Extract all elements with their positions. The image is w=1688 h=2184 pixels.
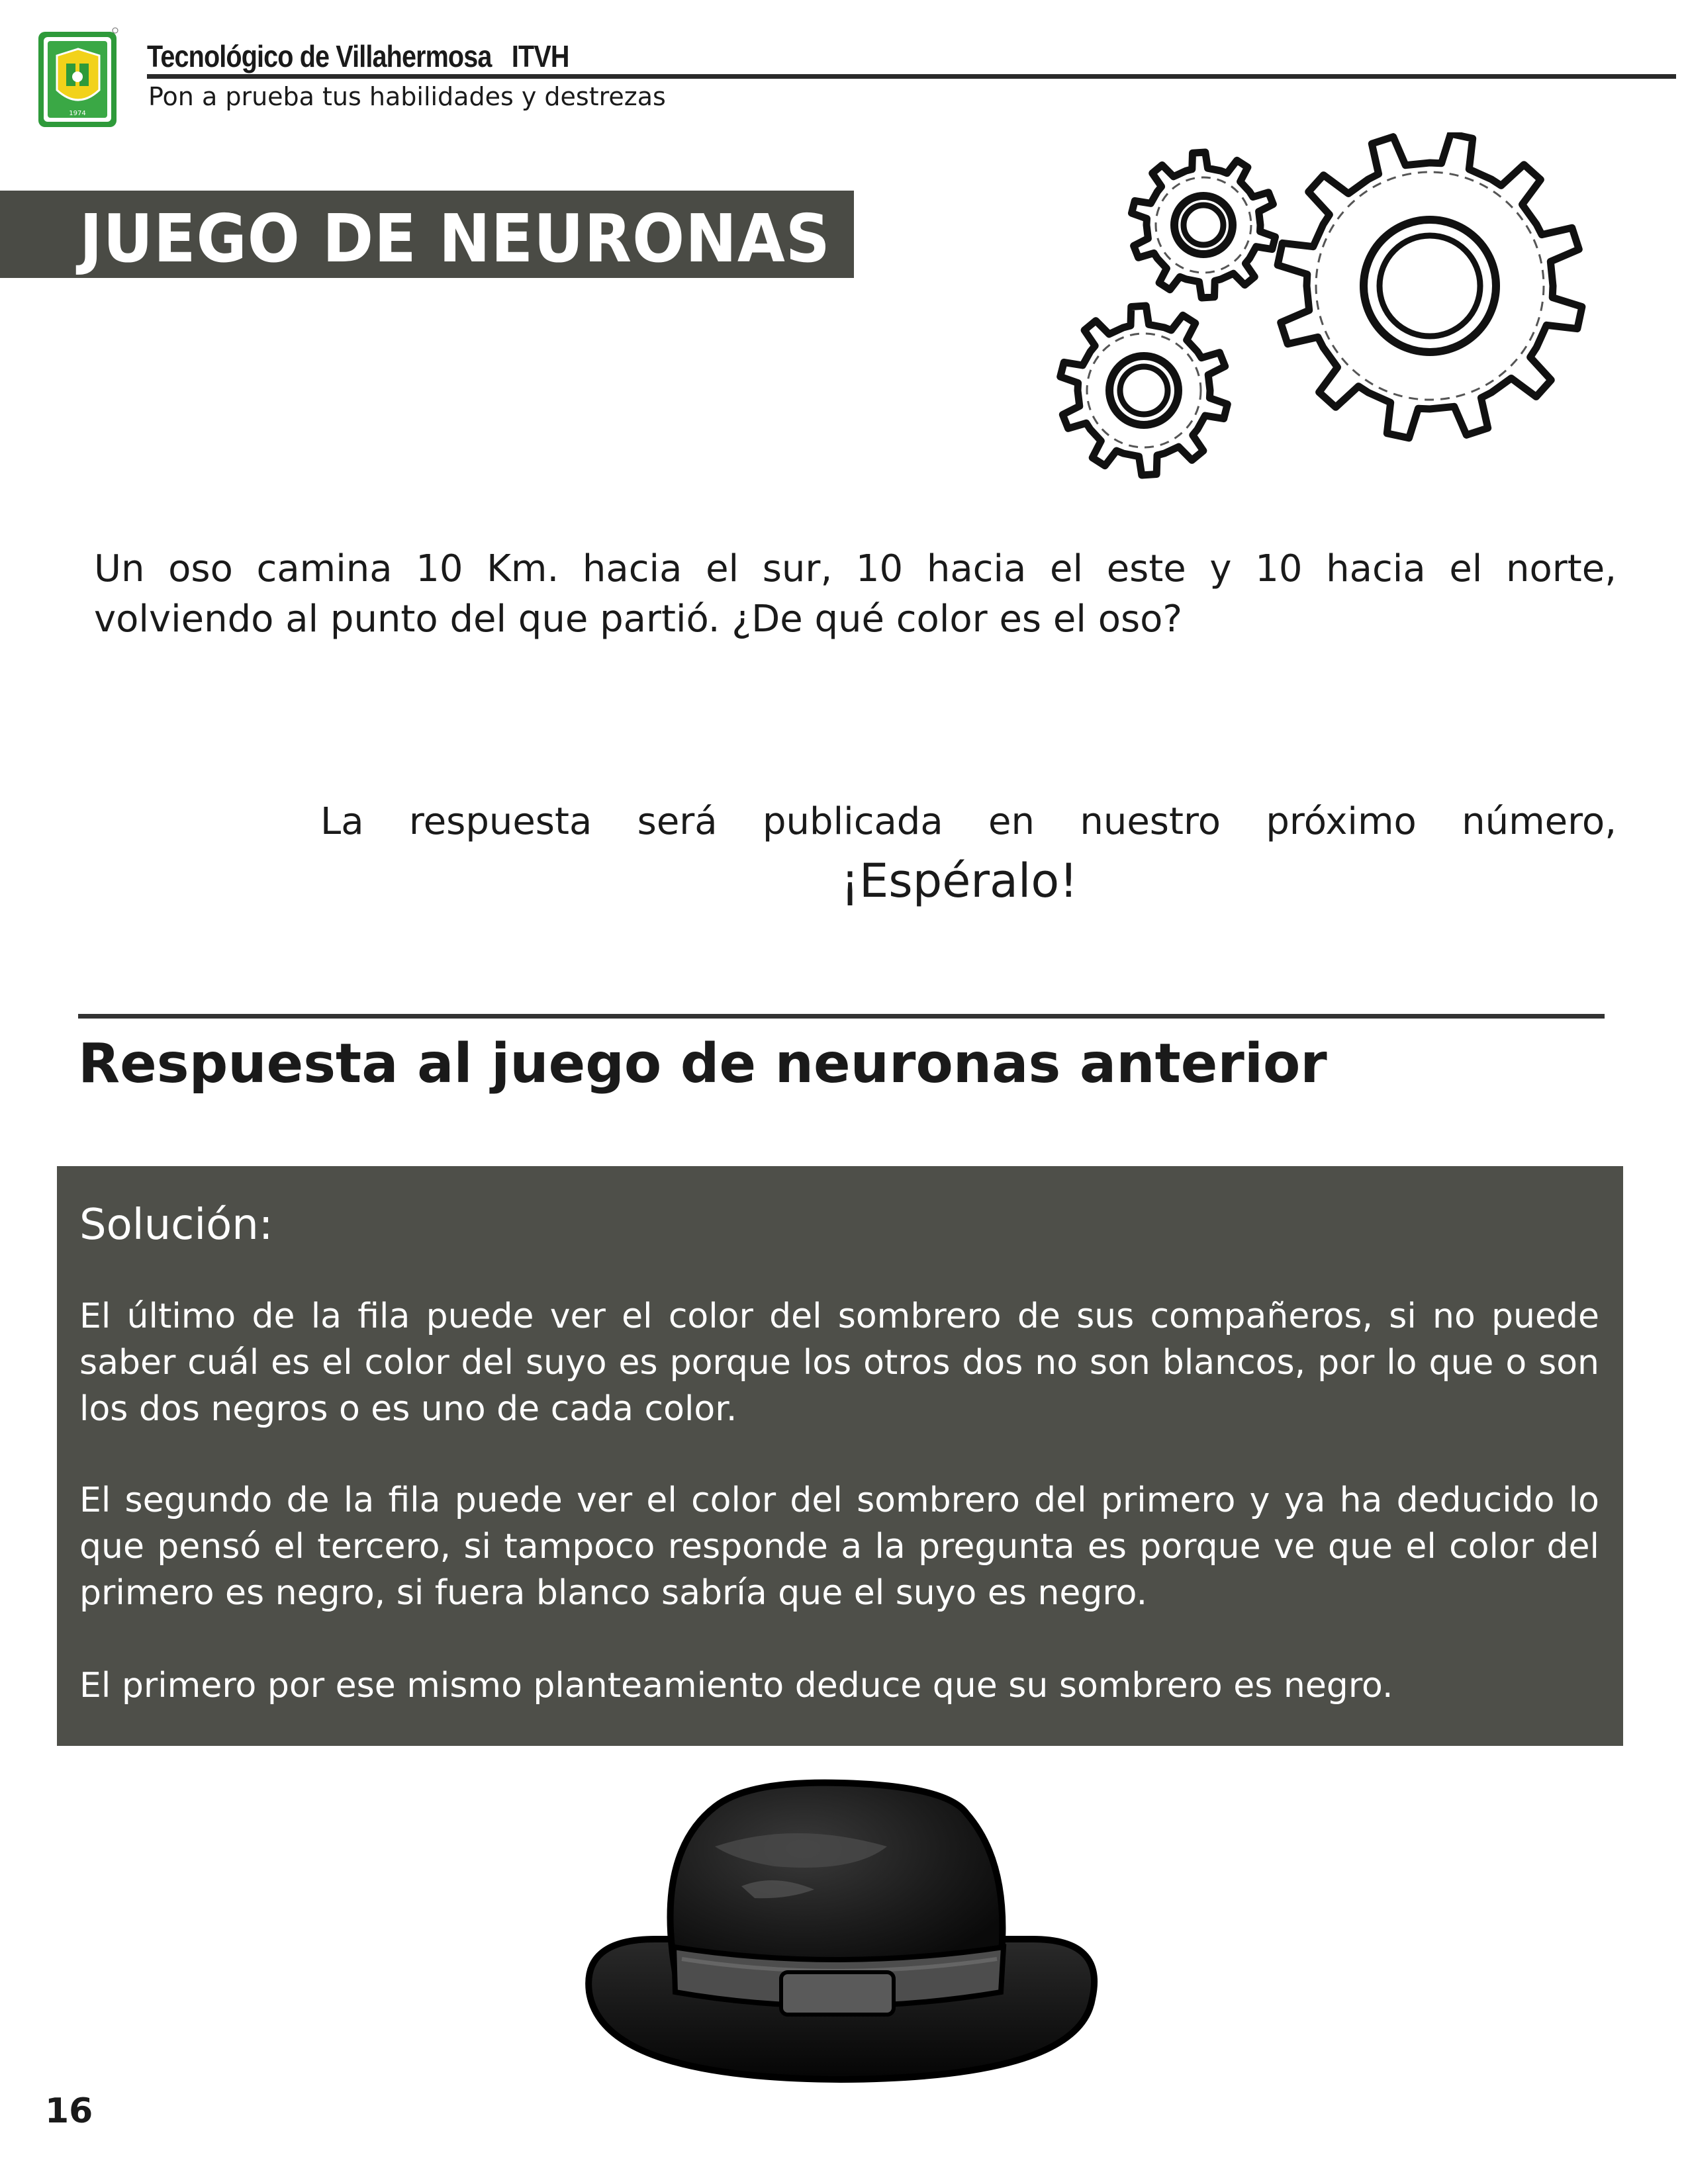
itvh-logo [37,26,119,130]
solution-paragraph: El último de la fila puede ver el color del sombrero de sus compañeros, si no puede saber cuál es el color del suyo es porque los otros dos no son blancos, por lo que o son los dos negros o es uno de cada color. [79,1297,1599,1429]
svg-text:1974: 1974 [69,110,86,117]
large-gear [1278,134,1582,438]
black-hat-icon [576,1774,1105,2091]
header-tagline: Pon a prueba tus habilidades y destrezas [148,82,666,111]
solution-box [57,1166,1623,1746]
puzzle-question: Un oso camina 10 Km. hacia el sur, 10 hacia el este y 10 hacia el norte, volviendo al punto del que partió. ¿De qué color es el oso? [94,547,1617,641]
solution-heading: Solución: [79,1201,273,1250]
header-divider [147,74,1676,79]
gears-icon [1039,132,1609,503]
small-gear-top [1132,152,1276,298]
small-gear-bottom [1060,306,1228,475]
page-title: JUEGO DE NEURONAS [79,200,831,277]
title-banner [0,191,854,278]
institution-name: Tecnológico de Villahermosa ITVH [147,39,569,73]
answer-cta: ¡Espéralo! [841,854,1078,908]
solution-paragraph: El segundo de la fila puede ver el color del sombrero del primero y ya ha deducido lo que pensó el tercero, si tampoco responde a la pregunta es porque ve que el color del primero es negro, si fuera blanco sabría que el suyo es negro. [79,1480,1599,1613]
section-title: Respuesta al juego de neuronas anterior [78,1032,1327,1095]
solution-paragraph: El primero por ese mismo planteamiento deduce que su sombrero es negro. [79,1666,1393,1706]
page-number: 16 [45,2091,93,2131]
section-divider [78,1014,1605,1019]
answer-note: La respuesta será publicada en nuestro próximo número, [320,800,1617,843]
